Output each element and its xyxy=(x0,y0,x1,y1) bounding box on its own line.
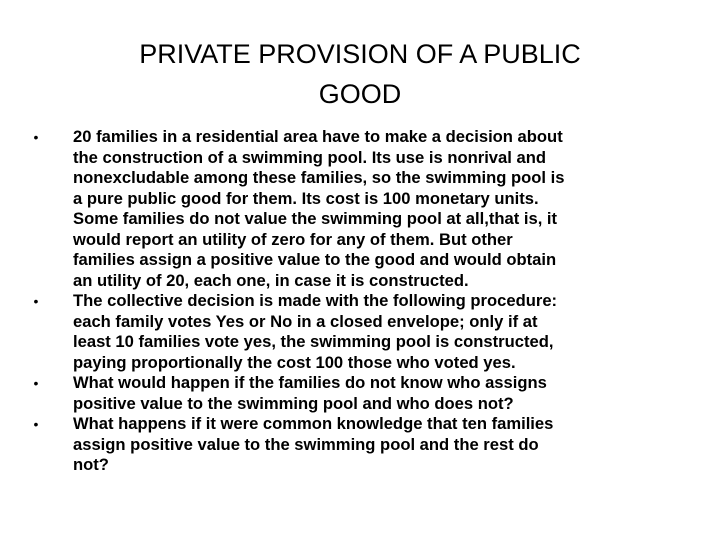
slide-title-line-1: PRIVATE PROVISION OF A PUBLIC xyxy=(139,39,581,69)
bullet-marker: • xyxy=(33,375,39,391)
bullet-text: The collective decision is made with the following procedure: each family votes Yes or No in a closed envelope; only if at least 10 families vote yes, the swimming pool is constructed, paying proportionally the cost 100 those who voted yes. xyxy=(73,291,558,372)
slide-title-line-2: GOOD xyxy=(318,79,402,109)
bullet-list xyxy=(30,127,690,476)
bullet-item xyxy=(30,414,690,476)
slide-title xyxy=(40,34,680,114)
bullet-item xyxy=(30,373,690,414)
bullet-marker: • xyxy=(33,416,39,432)
bullet-item xyxy=(30,291,690,373)
bullet-text: 20 families in a residential area have to make a decision about the construction of a swimming pool. Its use is nonrival and nonexcludable among these families, so the swimming pool is a pure public good for them. Its cost is 100 monetary units. Some families do not value the swimming pool at all,that is, it would report an utility of zero for any of them. But other families assign a positive value to the good and would obtain an utility of 20, each one, in case it is constructed. xyxy=(73,127,565,290)
bullet-text: What happens if it were common knowledge that ten families assign positive value to the swimming pool and the rest do not? xyxy=(73,414,554,474)
bullet-marker: • xyxy=(33,293,39,309)
bullet-text: What would happen if the families do not know who assigns positive value to the swimming pool and who does not? xyxy=(73,373,547,413)
bullet-marker: • xyxy=(33,129,39,145)
bullet-item xyxy=(30,127,690,291)
